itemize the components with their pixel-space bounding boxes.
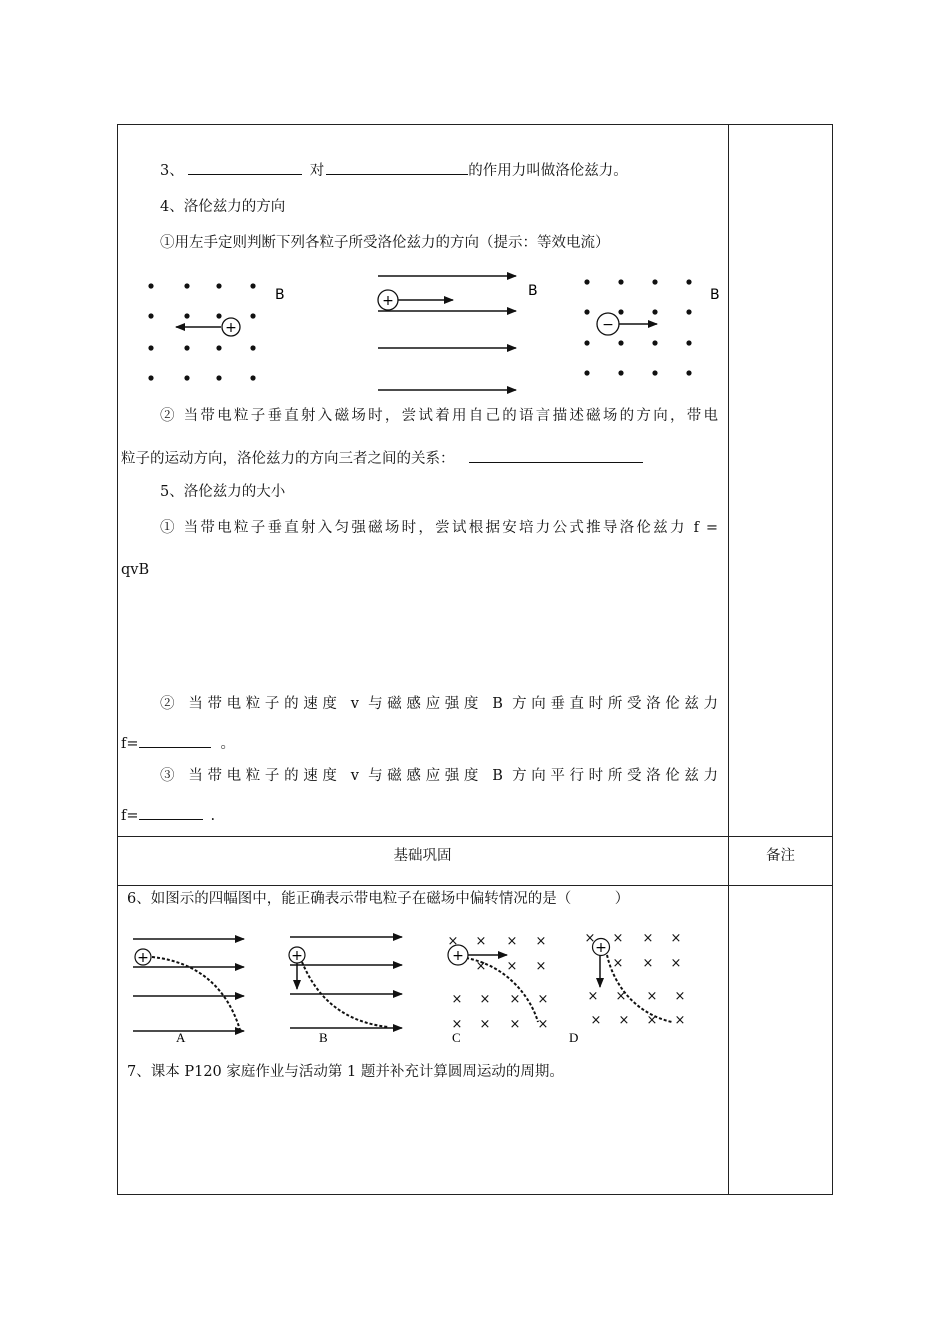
plus-sign: + bbox=[225, 320, 237, 336]
field-label-b: B bbox=[275, 287, 285, 303]
svg-text:×: × bbox=[615, 989, 627, 1004]
svg-text:×: × bbox=[475, 934, 487, 949]
svg-text:×: × bbox=[587, 989, 599, 1004]
svg-text:×: × bbox=[670, 931, 682, 946]
svg-text:×: × bbox=[612, 931, 624, 946]
svg-text:×: × bbox=[509, 992, 521, 1007]
svg-text:×: × bbox=[447, 934, 459, 949]
q3-number: 3、 bbox=[160, 163, 184, 179]
svg-text:×: × bbox=[537, 1017, 549, 1032]
q4-title: 4、洛伦兹力的方向 bbox=[160, 199, 286, 215]
svg-text:×: × bbox=[451, 1017, 463, 1032]
section-header-notes: 备注 bbox=[766, 848, 795, 864]
q4-prompt: ①用左手定则判断下列各粒子所受洛伦兹力的方向（提示：等效电流） bbox=[160, 235, 610, 251]
option-label-b: B bbox=[319, 1030, 328, 1045]
question-6: 6、如图示的四幅图中，能正确表示带电粒子在磁场中偏转情况的是（ ） bbox=[127, 891, 630, 907]
option-label-d: D bbox=[569, 1030, 579, 1045]
svg-text:×: × bbox=[590, 1013, 602, 1028]
svg-text:×: × bbox=[642, 931, 654, 946]
svg-text:×: × bbox=[535, 959, 547, 974]
svg-text:×: × bbox=[642, 956, 654, 971]
q3-connector: 对 bbox=[309, 163, 325, 179]
svg-text:×: × bbox=[674, 1013, 686, 1028]
plus-sign: + bbox=[137, 950, 149, 966]
question-7: 7、课本 P120 家庭作业与活动第 1 题并补充计算圆周运动的周期。 bbox=[127, 1064, 564, 1080]
plus-sign: + bbox=[595, 940, 607, 956]
option-label-a: A bbox=[176, 1030, 186, 1045]
svg-text:×: × bbox=[506, 959, 518, 974]
svg-text:×: × bbox=[451, 992, 463, 1007]
svg-text:×: × bbox=[479, 992, 491, 1007]
q5-derivation-line-2: qvB bbox=[121, 562, 150, 578]
q4-relation-text: 粒子的运动方向，洛伦兹力的方向三者之间的关系： bbox=[121, 451, 455, 467]
minus-sign: − bbox=[602, 317, 614, 333]
q4-relation-line-1: ② 当带电粒子垂直射入磁场时，尝试着用自己的语言描述磁场的方向，带电 bbox=[160, 408, 718, 424]
svg-text:×: × bbox=[584, 931, 596, 946]
plus-sign: + bbox=[452, 948, 464, 964]
figure-1-dot-field bbox=[148, 283, 255, 380]
q4-relation-line-2 bbox=[121, 448, 643, 469]
blank-field[interactable] bbox=[139, 733, 211, 748]
svg-text:×: × bbox=[646, 989, 658, 1004]
svg-text:×: × bbox=[612, 956, 624, 971]
plus-sign: + bbox=[382, 293, 394, 309]
option-label-c: C bbox=[452, 1030, 461, 1045]
q5-parallel-line-2: f= . bbox=[121, 805, 215, 826]
blank-field[interactable] bbox=[139, 805, 203, 820]
q5-perpendicular-line-1: ② 当带电粒子的速度 v 与磁感应强度 B 方向垂直时所受洛伦兹力 bbox=[160, 696, 718, 712]
section-header-basics: 基础巩固 bbox=[393, 848, 452, 864]
svg-text:×: × bbox=[646, 1013, 658, 1028]
svg-text:×: × bbox=[509, 1017, 521, 1032]
svg-text:×: × bbox=[475, 959, 487, 974]
q3-tail: 的作用力叫做洛伦兹力。 bbox=[468, 163, 628, 179]
q5-derivation-line-1: ① 当带电粒子垂直射入匀强磁场时，尝试根据安培力公式推导洛伦兹力 f = bbox=[160, 520, 718, 536]
option-b-diagram bbox=[289, 937, 402, 1028]
figure-2-field-lines bbox=[378, 276, 516, 390]
blank-field[interactable] bbox=[469, 448, 643, 463]
option-a-diagram bbox=[133, 939, 244, 1031]
svg-text:×: × bbox=[618, 1013, 630, 1028]
svg-text:×: × bbox=[674, 989, 686, 1004]
svg-text:×: × bbox=[537, 992, 549, 1007]
svg-text:×: × bbox=[670, 956, 682, 971]
plus-sign: + bbox=[291, 948, 303, 964]
svg-text:×: × bbox=[479, 1017, 491, 1032]
field-label-b: B bbox=[528, 283, 538, 299]
q5-title: 5、洛伦兹力的大小 bbox=[160, 484, 286, 500]
q5-perpendicular-line-2: f= 。 bbox=[121, 733, 235, 754]
svg-text:×: × bbox=[535, 934, 547, 949]
cross-field-marks bbox=[448, 931, 686, 1032]
field-label-b: B bbox=[710, 287, 720, 303]
q5-parallel-line-1: ③ 当带电粒子的速度 v 与磁感应强度 B 方向平行时所受洛伦兹力 bbox=[160, 768, 718, 784]
svg-text:×: × bbox=[506, 934, 518, 949]
